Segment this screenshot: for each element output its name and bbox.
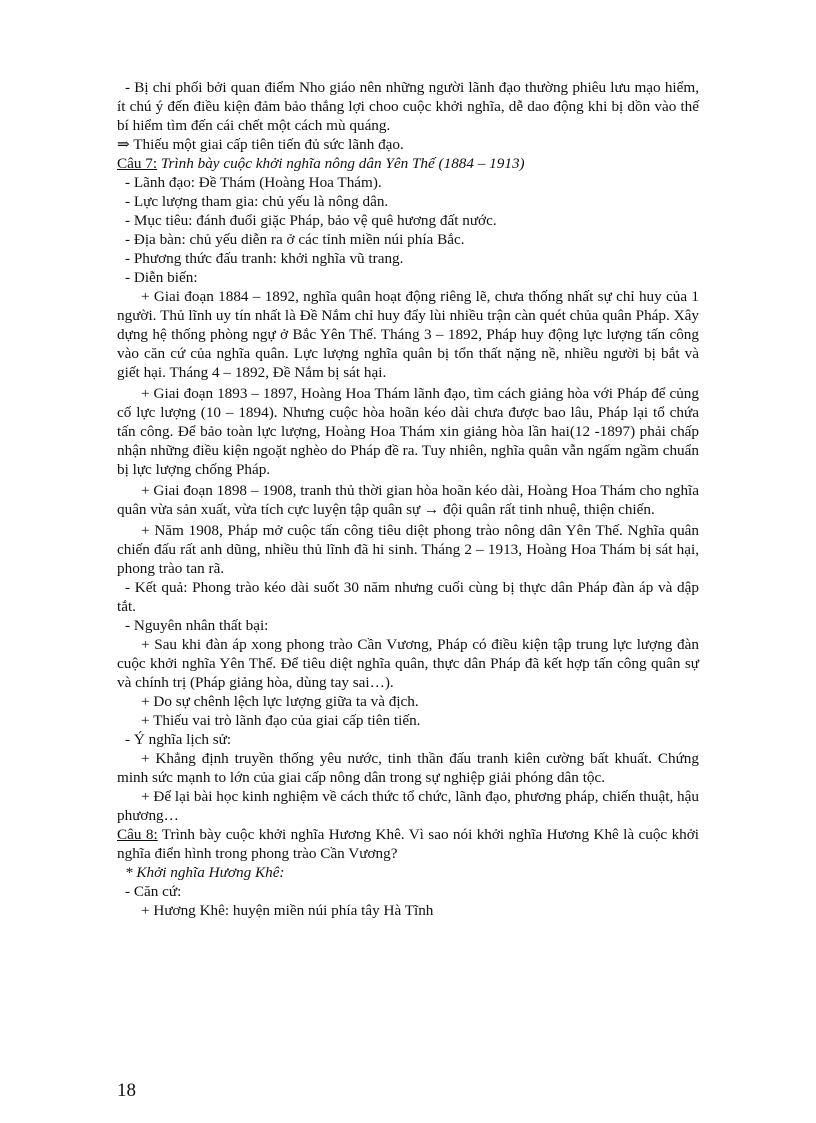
basis-1-line: + Hương Khê: huyện miền núi phía tây Hà Tĩnh (141, 902, 434, 919)
cause-2-line: + Do sự chênh lệch lực lượng giữa ta và địch. (141, 693, 419, 710)
goal-line: - Mục tiêu: đánh đuổi giặc Pháp, bảo vệ quê hương đất nước. (125, 212, 497, 229)
question-8-label: Câu 8: (117, 826, 158, 843)
cause-3-line: + Thiếu vai trò lãnh đạo của giai cấp tiên tiến. (141, 712, 421, 729)
question-7-text: Trình bày cuộc khởi nghĩa nông dân Yên Thế (1884 – 1913) (157, 155, 525, 172)
question-7-label: Câu 7: (117, 155, 158, 172)
area-line: - Địa bàn: chủ yếu diễn ra ở các tỉnh miền núi phía Bắc. (125, 231, 465, 248)
events-heading: - Diễn biến: (125, 269, 198, 286)
conclusion-line: ⇒ Thiếu một giai cấp tiên tiến đủ sức lãnh đạo. (117, 136, 404, 153)
method-line: - Phương thức đấu tranh: khởi nghĩa vũ trang. (125, 250, 404, 267)
meaning-1-paragraph: + Khẳng định truyền thống yêu nước, tinh thần đấu tranh kiên cường bất khuất. Chứng minh sức mạnh to lớn của giai cấp nông dân trong sự nghiệp giải phóng dân tộc. (117, 750, 699, 786)
page-body (117, 78, 699, 920)
result-paragraph: - Kết quả: Phong trào kéo dài suốt 30 năm nhưng cuối cùng bị thực dân Pháp đàn áp và dập tắt. (117, 579, 699, 615)
question-8-text: Trình bày cuộc khởi nghĩa Hương Khê. Vì sao nói khởi nghĩa Hương Khê là cuộc khởi nghĩa điển hình trong phong trào Cần Vương? (117, 826, 700, 862)
stage-2-paragraph: + Giai đoạn 1893 – 1897, Hoàng Hoa Thám lãnh đạo, tìm cách giảng hòa với Pháp để củng cố lực lượng (10 – 1894). Nhưng cuộc hòa hoãn kéo dài chưa được bao lâu, Pháp lại tổ chứa tấn công. Để bảo toàn lực lượng, Hoàng Hoa Thám xin giảng hòa lần hai(12 -1897) phải chấp nhận những điều kiện ngoặt nghèo do Pháp đề ra. Tuy nhiên, nghĩa quân vẫn ngấm ngầm chuẩn bị lực lượng chống Pháp. (117, 385, 699, 478)
question-8-subheading: * Khởi nghĩa Hương Khê: (125, 864, 285, 881)
meaning-2-paragraph: + Để lại bài học kinh nghiệm về cách thức tổ chức, lãnh đạo, phương pháp, chiến thuật, hậu phương… (117, 788, 699, 824)
stage-3-paragraph: + Giai đoạn 1898 – 1908, tranh thủ thời gian hòa hoãn kéo dài, Hoàng Hoa Thám cho nghĩa quân vừa sản xuất, vừa tích cực luyện tập quân sự → đội quân rất tinh nhuệ, thiện chiến. (117, 482, 699, 518)
stage-4-paragraph: + Năm 1908, Pháp mở cuộc tấn công tiêu diệt phong trào nông dân Yên Thế. Nghĩa quân chiến đấu rất anh dũng, nhiều thủ lĩnh đã hi sinh. Tháng 2 – 1913, Hoàng Hoa Thám bị sát hại, phong trào tan rã. (117, 522, 699, 577)
paragraph-confucian-influence: - Bị chi phối bởi quan điểm Nho giáo nên những người lãnh đạo thường phiêu lưu mạo hiểm, ít chú ý đến điều kiện đảm bảo thắng lợi choo cuộc khởi nghĩa, dễ dao động khi bị dồn vào thế bí hiểm tìm đến cái chết một cách mù quáng. (117, 79, 699, 134)
question-7-heading (117, 154, 699, 173)
leader-line: - Lãnh đạo: Đề Thám (Hoàng Hoa Thám). (125, 174, 382, 191)
forces-line: - Lực lượng tham gia: chủ yếu là nông dân. (125, 193, 389, 210)
cause-1-paragraph: + Sau khi đàn áp xong phong trào Cần Vương, Pháp có điều kiện tập trung lực lượng đàn cuộc khởi nghĩa Yên Thế. Để tiêu diệt nghĩa quân, thực dân Pháp đã kết hợp tấn công quân sự và chính trị (Pháp giảng hòa, dùng tay sai…). (117, 636, 699, 691)
causes-heading: - Nguyên nhân thất bại: (125, 617, 269, 634)
stage-1-paragraph: + Giai đoạn 1884 – 1892, nghĩa quân hoạt động riêng lẽ, chưa thống nhất sự chỉ huy của 1 người. Thủ lĩnh uy tín nhất là Đề Nắm chỉ huy đẩy lùi nhiều trận càn quét chủa quân Pháp. Xây dựng hệ thống phòng ngự ở Bắc Yên Thế. Tháng 3 – 1892, Pháp huy động lực lượng tấn công vào căn cứ của nghĩa quân. Lực lượng nghĩa quân bị tổn thất nặng nề, nhiều người bị bắt và giết hại. Tháng 4 – 1892, Đề Nắm bị sát hại. (117, 288, 699, 381)
basis-heading: - Căn cứ: (125, 883, 182, 900)
question-8-heading (117, 825, 699, 863)
meaning-heading: - Ý nghĩa lịch sử: (125, 731, 232, 748)
page-number: 18 (117, 1080, 136, 1101)
